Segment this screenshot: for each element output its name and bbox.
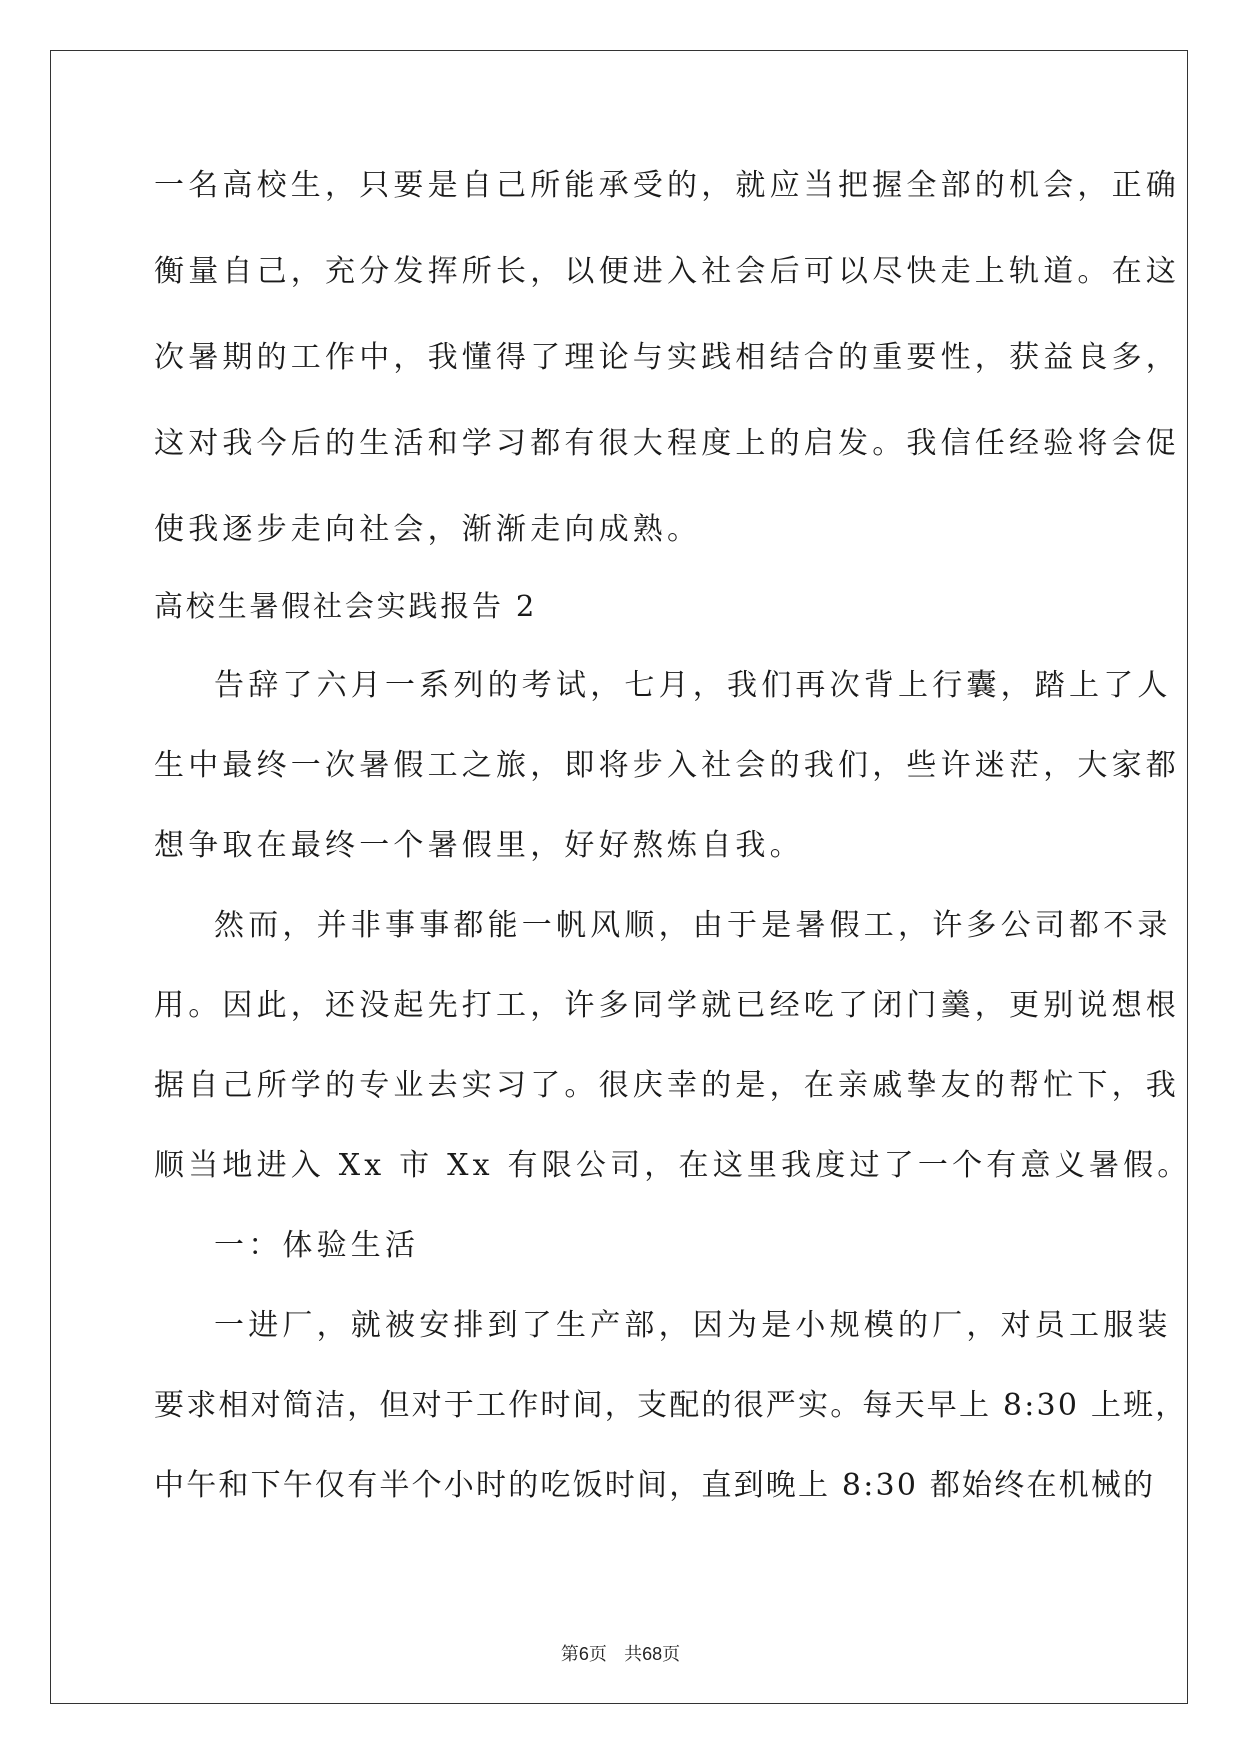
footer-total-prefix: 共 — [624, 1644, 643, 1665]
paragraph-line: 要求相对简洁，但对于工作时间，支配的很严实。每天早上 8:30 上班， — [154, 1388, 1188, 1423]
page-number: 6 — [578, 1644, 589, 1664]
footer-prefix: 第 — [560, 1644, 579, 1665]
footer-total-suffix: 页 — [662, 1644, 681, 1665]
paragraph-line: 中午和下午仅有半个小时的吃饭时间，直到晚上 8:30 都始终在机械的 — [154, 1468, 1156, 1503]
total-pages: 68 — [642, 1644, 663, 1664]
paragraph-line: 据自己所学的专业去实习了。很庆幸的是，在亲戚挚友的帮忙下，我 — [154, 1068, 1180, 1103]
paragraph-line: 这对我今后的生活和学习都有很大程度上的启发。我信任经验将会促 — [154, 426, 1180, 461]
paragraph-line: 生中最终一次暑假工之旅，即将步入社会的我们，些许迷茫，大家都 — [154, 748, 1180, 783]
paragraph-line: 衡量自己，充分发挥所长，以便进入社会后可以尽快走上轨道。在这 — [154, 254, 1180, 289]
paragraph-line: 次暑期的工作中，我懂得了理论与实践相结合的重要性，获益良多， — [154, 340, 1180, 375]
page-border — [50, 50, 1188, 1704]
paragraph-line: 一进厂，就被安排到了生产部，因为是小规模的厂，对员工服装 — [214, 1308, 1172, 1343]
footer-page-suffix: 页 — [588, 1644, 607, 1665]
section-heading: 高校生暑假社会实践报告 2 — [154, 589, 538, 623]
page-footer — [0, 1640, 1241, 1666]
paragraph-line: 使我逐步走向社会，渐渐走向成熟。 — [154, 512, 702, 547]
paragraph-line: 一名高校生，只要是自己所能承受的，就应当把握全部的机会，正确 — [154, 168, 1180, 203]
paragraph-line: 用。因此，还没起先打工，许多同学就已经吃了闭门羹，更别说想根 — [154, 988, 1180, 1023]
paragraph-line: 告辞了六月一系列的考试，七月，我们再次背上行囊，踏上了人 — [214, 668, 1172, 703]
subsection-heading: 一：体验生活 — [214, 1228, 420, 1263]
paragraph-line: 想争取在最终一个暑假里，好好熬炼自我。 — [154, 828, 804, 863]
paragraph-line: 顺当地进入 Xx 市 Xx 有限公司，在这里我度过了一个有意义暑假。 — [154, 1148, 1192, 1183]
paragraph-line: 然而，并非事事都能一帆风顺，由于是暑假工，许多公司都不录 — [214, 908, 1172, 943]
